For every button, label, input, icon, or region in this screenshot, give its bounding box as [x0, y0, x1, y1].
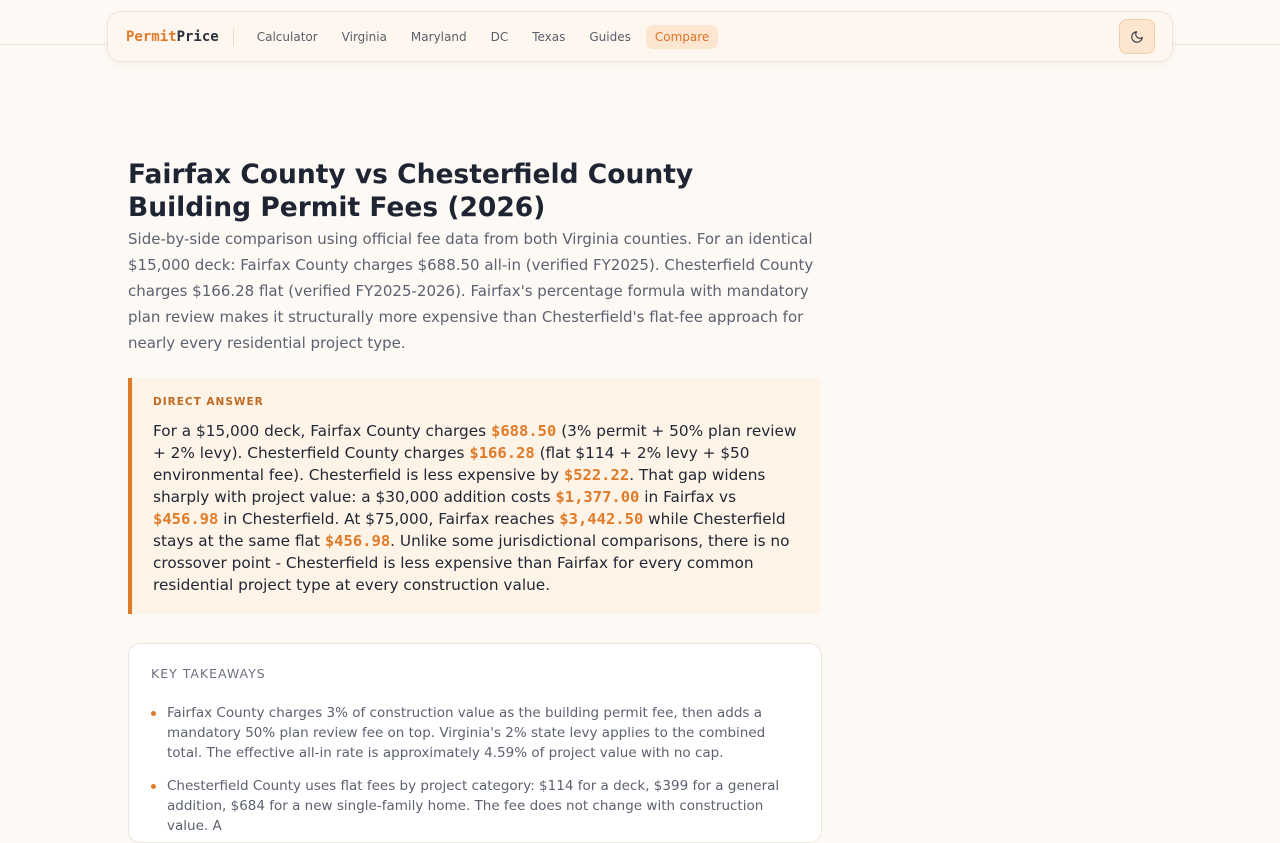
nav-link-texas[interactable]: Texas — [532, 29, 566, 44]
answer-text: (flat $114 + 2% levy + $50 environmental fee). Chesterfield is less expensive by — [153, 444, 750, 484]
fee-amount: $456.98 — [324, 532, 391, 550]
direct-answer-box — [128, 378, 820, 614]
answer-text: (3% permit + 50% plan review + 2% levy). Chesterfield County charges — [153, 422, 797, 462]
key-takeaways-card — [128, 643, 822, 843]
fee-amount: $3,442.50 — [559, 510, 644, 528]
nav-link-compare[interactable]: Compare — [646, 25, 718, 49]
fee-amount: $522.22 — [563, 466, 630, 484]
key-takeaways-title: KEY TAKEAWAYS — [151, 666, 266, 681]
answer-text: For a $15,000 deck, Fairfax County charges — [153, 422, 492, 440]
nav-link-calculator[interactable]: Calculator — [256, 29, 318, 44]
logo-part-price: Price — [176, 28, 219, 45]
nav-menu — [248, 25, 719, 49]
takeaways-list — [151, 703, 799, 836]
nav-link-virginia[interactable]: Virginia — [341, 29, 387, 44]
answer-text: in Chesterfield. At $75,000, Fairfax reaches — [218, 510, 560, 528]
site-logo[interactable] — [126, 28, 234, 46]
answer-text: . That gap widens sharply with project value: a $30,000 addition costs — [153, 466, 766, 506]
answer-text: while Chesterfield stays at the same flat — [153, 510, 786, 550]
fee-amount: $456.98 — [153, 510, 219, 528]
direct-answer-text — [153, 420, 800, 596]
logo-part-permit: Permit — [126, 28, 177, 45]
nav-link-dc[interactable]: DC — [490, 29, 509, 44]
nav-link-guides[interactable]: Guides — [589, 29, 631, 44]
list-item: Chesterfield County uses flat fees by project category: $114 for a deck, $399 for a general addition, $684 for a new single-family home. The fee does not change with construction value. A — [151, 776, 799, 836]
nav-link-maryland[interactable]: Maryland — [410, 29, 467, 44]
fee-amount: $688.50 — [491, 422, 557, 440]
moon-icon — [1130, 30, 1144, 44]
answer-text: in Fairfax vs — [639, 488, 737, 506]
top-navigation — [107, 11, 1173, 62]
page-title: Fairfax County vs Chesterfield County Building Permit Fees (2026) — [128, 159, 694, 223]
fee-amount: $166.28 — [469, 444, 535, 462]
answer-text: . Unlike some jurisdictional comparisons, there is no crossover point - Chesterfield is less expensive than Fairfax for every common residential project type at every construction value. — [153, 532, 790, 594]
list-item: Fairfax County charges 3% of construction value as the building permit fee, then adds a mandatory 50% plan review fee on top. Virginia's 2% state levy applies to the combined total. The effective all-in rate is approximately 4.59% of project value with no cap. — [151, 703, 799, 763]
direct-answer-label: DIRECT ANSWER — [153, 396, 264, 408]
fee-amount: $1,377.00 — [555, 488, 640, 506]
page-lead: Side-by-side comparison using official fee data from both Virginia counties. For an identical $15,000 deck: Fairfax County charges $688.50 all-in (verified FY2025). Chesterfield County charges $166.28 flat (verified FY2025-2026). Fairfax's percentage formula with mandatory plan review makes it structurally more expensive than Chesterfield's flat-fee approach for nearly every residential project type. — [128, 230, 814, 352]
theme-toggle-button[interactable] — [1119, 19, 1155, 54]
